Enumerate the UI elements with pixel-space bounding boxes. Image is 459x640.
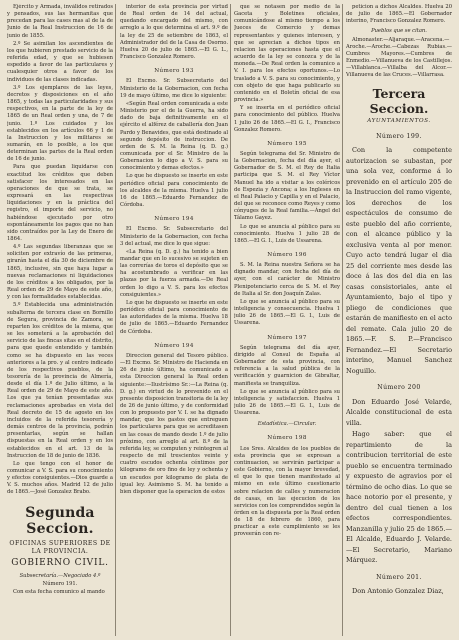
offices-heading: OFICINAS SUPERIORES DE LA PROVINCIA. bbox=[9, 539, 111, 555]
paragraph: Lo que tengo con el honor de comunicar a V. S. para su conocimiento y efectos consiguientes.—Dios guarde a V. S. muchos años. Madrid 12 de julio de 1865.—José Gonzalez Brabo. bbox=[7, 460, 113, 496]
paragraph: Direccion general del Tesoro público.—El Excmo. Sr. Ministro de Hacienda en 26 de junio último, ha comunicado a esta Direccion general la Real orden siguiente:—Ilustrísimo Sr.:—La Reina (q. D. g.) en virtud de lo prevenido en el presente disposicion transitoria de la ley de 26 de junio último, y de conformidad con lo propuesto por V. I. se ha dignado mandar, que los gastos que entreguen los particulares para que se acreditasen en las cosas de mando desde 1.º de julio próximo, con arreglo al art. 8.º de la referida ley, se computen y reintegren al respecto de mil trescientos veinte y cuatro escudos ochenta céntimos por kilogramo de oro fino de ley y ochenta y un escudos por kilogramo de plata de igual ley. Asimismo S. M. ha tenido a bien disponer que la operacion de estos bbox=[120, 352, 228, 495]
item-number: Número 198 bbox=[267, 435, 307, 442]
item-number: Número 196 bbox=[267, 252, 307, 258]
paragraph: «Según Real orden comunicada a este Ministerio por el de la Guerra, ha sido dado de baja definitivamente en el ejército el alférez de caballería don Juan Pardo y Benavides, que está destinado al segundo depósito de instruccion. De orden de S. M. la Reina (q. D. g.) comunicada por el Sr. Ministro de la Gobernacion lo digo a V. S. para su conocimiento y demas efectos.» bbox=[120, 100, 228, 172]
item-number: Número 200 bbox=[377, 384, 421, 392]
item-number: Número 191. bbox=[42, 580, 78, 587]
paragraph: Lo que he dispuesto se inserte en este periódico oficial para conocimiento de las autoridades de la misma. Huelva 18 de julio de 1865.—Eduardo Fernandez de Córdoba. bbox=[120, 299, 228, 335]
item-number: Número 194 bbox=[154, 216, 194, 223]
column-3 bbox=[234, 4, 340, 638]
paragraph: Para que puedan liquidarse con exactitud los créditos que deben satisfacer los interesados en las operaciones de que se trata, se expresará en las respectivas liquidaciones y en la práctica del registro, el importe del servicio, no habiéndose ejecutado por otro espontáneamente los pagos que no han sido contraídos por la Ley de Enero de 1864. bbox=[7, 164, 113, 242]
paragraph: El Excmo. Sr. Subsecretario del Ministerio de la Gobernacion, con fecha 19 de mayo último, me dice lo siguiente: bbox=[120, 78, 228, 99]
paragraph: 4.º Las segundas liberanzas que se soliciten por extravío de las primeras, girarán hasta el día 30 de diciembre de 1865, inclusive, sin que haya lugar a nuevas reclamaciones ni liquidaciones de los créditos a los obligados, por la Real orden de 29 de Mayo de este año, y con las formalidades establecidas. bbox=[7, 244, 113, 301]
paragraph: Según telegrama del Sr. Ministro de la Gobernacion, fecha del día ayer, el Gobernador de S. M. el Rey de Italia participa que S. M. el Rey Víctor Manuel ha ido a visitar a los coléricos de Espezia y Ancona; a los Ingleses en el Real Palacio y Capilla y en el Palacio, del que se reconoce como Reyes y como cónyuges de la Real familia.—Ángel del Tálamo Gayez. bbox=[234, 150, 340, 222]
circular-heading: Estadística.—Circular. bbox=[257, 421, 317, 428]
section-title-segunda: Segunda Seccion. bbox=[25, 504, 95, 537]
paragraph: Y se inserta en el periódico oficial para conocimiento del público. Huelva 1 julio 26 de 1865.—El G. I., Francisco Gonzalez Romero. bbox=[234, 105, 340, 133]
paragraph: Con la competente autorizacion se subastan, por una sola vez, conforme á lo prevenido en el artículo 205 de la Instruccion del ramo vigente, los derechos de los espectáculos de consumo de este pueblo del año corriente, con el alcance público y la exclusiva venta al por menor. Cuyo acto tendrá lugar el dia 25 del corriente mes desde las doce á las dos del dia en las casas consistoriales, ante el Ayuntamiento, bajo el tipo y pliego de condiciones que estarán de manifiesto en el acto del remate. Cala julio 20 de 1865.—F. S. P.—Francisco Fernandez.—El Secretario interino, Manuel Sanchez Noguillo. bbox=[346, 146, 452, 375]
paragraph: que se notasen por medio de la Gaceta y Boletines oficiales, comunicándose al mismo tiempo a los Jueces de Comercio y demas representantes y quienes interesen, y que se aprecian a dichos tipos en relacion las operaciones hasta que el acuerdo de la ley se conozca y de la moneda.—De Real orden la comunico a V. I. para los efectos oportunos.—Lo traslado a V. S. para su conocimiento, y con objeto de que haga publicarlo su contenido en el Boletín oficial de esa provincia.» bbox=[234, 4, 340, 104]
paragraph: Lo que se anuncia al público para su inteligencia y satisfaccion. Huelva 1 julio 26 de 1865.—El G. I., Luis de Ussarena. bbox=[234, 388, 340, 417]
item-number: Número 201. bbox=[376, 573, 422, 581]
paragraph: 2.º Se asimilan los ascendientes de los que hubieren prestado servicio de la referida edad, y que se hubiesen espedido a favor de las particulares y cualesquier otros a favor de los individuos de las clases indicadas. bbox=[7, 40, 113, 83]
gobierno-civil-heading: GOBIERNO CIVIL. bbox=[11, 557, 109, 568]
paragraph: Según telegrama del día ayer, dirigido al Consul de España al Gobernador de esta provincia, con referencia a la salud pública de la verificación y guarnicion de Gibraltar, manifiesta se tranquiliza. bbox=[234, 344, 340, 387]
paragraph: S. M. la Reina nuestra Señora se ha dignado mandar, con fecha del día de ayer, con el carácter de Ministro Plenipotenciario cerca de S. M. el Rey de Italia al Sr. don Joaquín Zalas. bbox=[234, 262, 340, 297]
paragraph: Lo que he dispuesto se inserte en este periódico oficial para conocimiento de los alcaldes de la misma. Huelva 1 julio 16 de 1865.—Eduardo Fernandez de Córdoba. bbox=[120, 173, 228, 209]
paragraph: Don Eduardo José Velarde, Alcalde constitucional de esta villa. bbox=[346, 397, 452, 427]
item-number: Número 197 bbox=[267, 334, 307, 341]
column-1 bbox=[7, 4, 113, 638]
ayuntamientos-heading: AYUNTAMIENTOS. bbox=[367, 117, 431, 124]
column-rule bbox=[115, 4, 116, 636]
paragraph: Hago saber: que el repartimiento de la contribucion territorial de este pueblo se encuentra terminado y expuesto de agravios por el término de ocho dias. Lo que se hace notorio por el presente, y dentro del cual tienen a los efectos correspondientes. Manzanilla y julio 25 de 1865.—El Alcalde, Eduardo J. Velarde.—El Secretario, Mariano Márquez. bbox=[346, 430, 452, 565]
subsecretaria-line: Subsecretaría.—Negociado 4.º bbox=[19, 572, 101, 579]
paragraph: 3.º Los ejemplares de las leyes, decretos y disposiciones en el año 1865, y todas las particularidades y sus respectivos, en la parte de la ley de 1865 de un Real orden y una, de 7 de junio. 1.º Los cuidados y los establecidos en los artículos 66 y 1 de la Instruccion y los militares se sumarán, en lo posible, a los que determinan las partes de la Real orden de 16 de junio. bbox=[7, 84, 113, 163]
item-number: Número 194 bbox=[154, 342, 194, 349]
large-type-block bbox=[346, 132, 452, 597]
item-number: Número 195 bbox=[267, 140, 307, 147]
paragraph: Ejército y Armada, inválidos retirados y pensados, sus las hermanitas que precedan para las cases mas al de la de Junio de la Real Instruccion de 16 de junio de 1855. bbox=[7, 4, 113, 39]
item-number: Número 193 bbox=[154, 68, 194, 75]
column-2 bbox=[120, 4, 228, 638]
paragraph: 5.º Establecida una administración subalterna de tercera clase en Bornillo de Segura, provincia de Zamora, se reparten los créditos de la misma, que se les someterá a la aprobación del servicio de las fincas sitas en el distrito, para que quede entendido y también como se ha dispuesto en las veces anteriores a la pro. y al centro indicado de los respectivos pueblos, de la tesorería de la provincia de Almería, desde el día 1.º de Julio último, a la Real orden de 29 de Mayo de este año. Los que ya tenían presentadas sus reclamaciones aprobadas en vista del Real decreto de 15 de agosto en los incluidos de la referida tesorería y demás centros de la provincia, podrán presentarlas, según se hallan dispuestas en la Real orden y en los establecidos en el art. 13 de la Instruccion de 18 de junio de 1836. bbox=[7, 302, 113, 459]
paragraph: peticion a dichos Alcaldes. Huelva 20 de julio de 1865.—El Gobernador interino, Francisco Gonzalez Romero. bbox=[346, 4, 452, 25]
column-rule bbox=[342, 4, 343, 636]
item-number: Número 199. bbox=[376, 132, 422, 140]
paragraph: Con esta fecha comunico al mando bbox=[13, 588, 105, 595]
paragraph: Lo que se anuncia al público para su inteligencia y consecuencia. Huelva 1 julio 26 de 1865.—El G. I., Luis de Ussarena. bbox=[234, 298, 340, 327]
column-rule bbox=[230, 4, 231, 636]
paragraph: interior de esta provincia por virtud de Real orden de 14 del actual, quedando encargado del mismo, con arreglo a lo que determina el art. 9.º de la ley de 25 de setiembre de 1863, el Administrador del de la Casa de Osorno. Huelva 20 de julio de 1865.—El G. L., Francisco Gonzalez Romero. bbox=[120, 4, 228, 61]
pueblos-heading: Pueblos que se citan. bbox=[371, 28, 427, 35]
paragraph: El Excmo. Sr. Subsecretario del Ministerio de la Gobernacion, con fecha 3 del actual, me dice lo que sigue: bbox=[120, 226, 228, 247]
column-4 bbox=[346, 4, 452, 638]
paragraph: Los Sres. Alcaldes de los pueblos de esta provincia que se expresan a continuacion, se servirán participar a este Gobierno, con la mayor brevedad, el que lo que tienen manifestado al mismo en este último cuestionario sobre relacion de calles y numeracion de casas, en las ejecucion de los servicios con los comprendidos según la órden en la dispuesta por la Real orden de 18 de febrero de 1860, para practicar a este cumplimiento se les proveerán con re- bbox=[234, 445, 340, 538]
section-title-tercera: Tercera Seccion. bbox=[369, 85, 429, 116]
pueblos-list: Almonaster.—Aljaraque.—Aracena.—Aroche.—Aroche.—Cabezas Rubias.—Cumbres Mayores.—Cumbres de Enmedio.—Villanueva de los Castillejos.—Villablanca.—Villalba del Alcor.—Villanueva de las Cruces.—Villarrasa. bbox=[346, 36, 452, 79]
paragraph: Lo que se anuncia al público para su conocimiento. Huelva 1 julio 28 de 1865.—El G. I., Luis de Ussarena. bbox=[234, 223, 340, 244]
paragraph: «La Reina (q. D. g.) ha tenido a bien mandar que en lo sucesivo se sujeten en las correrías de toros el depósito que se ha acostumbrado a verificar en las plazas por la fuerza armada.—De Real orden lo digo a V. S. para los efectos consiguientes.» bbox=[120, 248, 228, 298]
paragraph: Don Antonio Gonzalez Diaz, bbox=[352, 587, 444, 596]
